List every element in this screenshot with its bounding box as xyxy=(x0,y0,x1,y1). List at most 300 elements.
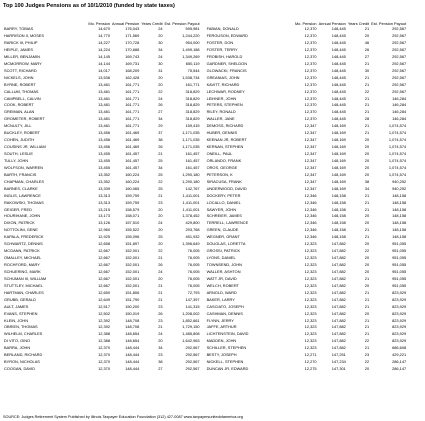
table-row xyxy=(206,331,408,338)
mo-pension-cell: 12,370 xyxy=(304,33,317,39)
est-pension-payout-cell: 1,074,574 xyxy=(388,157,407,163)
years-credit-cell: 20 xyxy=(158,74,163,80)
table-row xyxy=(206,158,408,165)
years-credit-cell: 23 xyxy=(158,303,163,309)
header-mo-pension: Mo. Pension xyxy=(294,20,317,26)
est-pension-payout-cell: 142,767 xyxy=(185,185,200,191)
est-pension-payout-cell: 148,158 xyxy=(392,206,407,212)
annual-pension-cell: 157,510 xyxy=(125,220,140,226)
years-credit-cell: 46 xyxy=(364,40,370,46)
table-row xyxy=(3,33,201,40)
annual-pension-cell: 148,708 xyxy=(125,317,140,323)
years-credit-cell: 34 xyxy=(158,164,163,170)
judge-name-cell: GREANIAS, JOHN xyxy=(206,74,240,80)
years-credit-cell: 21 xyxy=(364,289,370,295)
header-annual-pension: Annual Pension xyxy=(112,20,140,26)
est-pension-payout-cell: 161,771 xyxy=(185,81,200,87)
annual-pension-cell: 148,444 xyxy=(125,352,140,358)
judge-name-cell: WATT JR, DAVID xyxy=(206,275,237,281)
judge-name-cell: LOCALLO, DANIEL xyxy=(206,199,241,205)
table-row xyxy=(206,206,408,213)
mo-pension-cell: 12,347 xyxy=(304,123,317,129)
annual-pension-cell: 151,790 xyxy=(125,296,140,302)
years-credit-cell: 21 xyxy=(364,130,370,136)
years-credit-cell: 34 xyxy=(158,345,163,351)
mo-pension-cell: 13,456 xyxy=(98,130,110,136)
judge-name-cell: SCHILLER, STEPHEN xyxy=(206,345,247,351)
table-row xyxy=(3,213,201,220)
years-credit-cell: 22 xyxy=(158,248,163,254)
table-row xyxy=(206,241,408,248)
annual-pension-cell: 147,882 xyxy=(331,324,346,330)
annual-pension-cell: 151,897 xyxy=(125,241,140,247)
mo-pension-cell: 12,346 xyxy=(304,220,317,226)
table-row xyxy=(206,172,408,179)
table-row xyxy=(3,255,201,262)
years-credit-cell: 26 xyxy=(158,144,163,150)
est-pension-payout-cell: 148,158 xyxy=(392,192,407,198)
mo-pension-cell: 12,392 xyxy=(98,317,110,323)
table-row xyxy=(3,345,201,352)
years-credit-cell: 20 xyxy=(364,137,370,143)
est-pension-payout-cell: 1,349,269 xyxy=(182,53,200,59)
table-row xyxy=(3,269,201,276)
judge-name-cell: BERLAND, RICHARD xyxy=(4,352,43,358)
years-credit-cell: 26 xyxy=(158,262,163,268)
judge-name-cell: NICKELS, JOHN xyxy=(4,74,34,80)
judge-name-cell: RAKOWSKI, THOMAS xyxy=(4,199,44,205)
annual-pension-cell: 161,469 xyxy=(125,137,140,143)
annual-pension-cell: 148,169 xyxy=(331,157,346,163)
mo-pension-cell: 13,481 xyxy=(98,81,110,87)
judge-name-cell: SAWYER, JOHN xyxy=(206,206,237,212)
mo-pension-cell: 12,388 xyxy=(98,331,110,337)
annual-pension-cell: 160,224 xyxy=(125,171,140,177)
table-row xyxy=(3,276,201,283)
table-row xyxy=(206,102,408,109)
annual-pension-cell: 148,169 xyxy=(331,144,346,150)
judge-name-cell: BARTH, FRANCIS xyxy=(4,171,37,177)
mo-pension-cell: 12,346 xyxy=(304,192,317,198)
years-credit-cell: 24 xyxy=(158,53,163,59)
mo-pension-cell: 12,667 xyxy=(98,255,110,261)
est-pension-payout-cell: 951,055 xyxy=(392,268,407,274)
est-pension-payout-cell: 76,005 xyxy=(187,255,200,261)
mo-pension-cell: 14,144 xyxy=(98,60,110,66)
years-credit-cell: 21 xyxy=(364,102,370,108)
table-row xyxy=(206,186,408,193)
est-pension-payout-cell: 292,567 xyxy=(392,33,407,39)
mo-pension-cell: 14,227 xyxy=(98,40,110,46)
table-row xyxy=(206,40,408,47)
table-row xyxy=(206,345,408,352)
judge-name-cell: EVANS, STEPHEN xyxy=(4,310,38,316)
mo-pension-cell: 12,323 xyxy=(304,303,317,309)
mo-pension-cell: 13,455 xyxy=(98,151,110,157)
mo-pension-cell: 13,481 xyxy=(98,95,110,101)
table-row xyxy=(3,130,201,137)
mo-pension-cell: 12,650 xyxy=(98,289,110,295)
table-row xyxy=(206,366,408,373)
years-credit-cell: 21 xyxy=(364,324,370,330)
judge-name-cell: DIXON, PATRICK xyxy=(4,220,35,226)
annual-pension-cell: 147,882 xyxy=(331,331,346,337)
table-row xyxy=(3,220,201,227)
table-row xyxy=(3,88,201,95)
est-pension-payout-cell: 451,932 xyxy=(185,234,200,240)
mo-pension-cell: 12,346 xyxy=(304,199,317,205)
table-row xyxy=(206,82,408,89)
table-row xyxy=(3,137,201,144)
judge-name-cell: FOSTER, TERRY xyxy=(206,46,238,52)
judge-name-cell: CASCIATO, JOSEPH xyxy=(206,303,244,309)
mo-pension-cell: 12,370 xyxy=(98,352,110,358)
years-credit-cell: 20 xyxy=(364,262,370,268)
est-pension-payout-cell: 1,074,574 xyxy=(388,151,407,157)
annual-pension-cell: 170,688 xyxy=(125,46,140,52)
years-credit-cell: 21 xyxy=(364,81,370,87)
table-row xyxy=(206,109,408,116)
judge-name-cell: SCHUERING, MARK xyxy=(4,268,41,274)
est-pension-payout-cell: 161,457 xyxy=(185,151,200,157)
est-pension-payout-cell: 1,290,180 xyxy=(182,171,200,177)
table-row xyxy=(206,75,408,82)
est-pension-payout-cell: 148,158 xyxy=(392,199,407,205)
table-row xyxy=(3,54,201,61)
table-row xyxy=(206,283,408,290)
est-pension-payout-cell: 148,158 xyxy=(392,234,407,240)
judge-name-cell: BAKER, LARRY xyxy=(206,296,235,302)
annual-pension-cell: 155,096 xyxy=(125,234,140,240)
est-pension-payout-cell: 75,544 xyxy=(187,67,200,73)
header-years-credit: Years Credit xyxy=(141,20,163,26)
years-credit-cell: 20 xyxy=(364,241,370,247)
mo-pension-cell: 12,370 xyxy=(304,46,317,52)
annual-pension-cell: 148,708 xyxy=(125,324,140,330)
table-row xyxy=(206,54,408,61)
mo-pension-cell: 13,481 xyxy=(98,102,110,108)
judge-name-cell: BARNES, CLARKE xyxy=(4,185,38,191)
annual-pension-cell: 147,882 xyxy=(331,282,346,288)
mo-pension-cell: 12,649 xyxy=(98,296,110,302)
judge-name-cell: BYRON, NICHOLAS xyxy=(4,359,40,365)
est-pension-payout-cell: 147,397 xyxy=(185,296,200,302)
years-credit-cell: 20 xyxy=(158,338,163,344)
judge-name-cell: WILHELM, CHARLES xyxy=(4,331,43,337)
annual-pension-cell: 147,301 xyxy=(331,366,346,372)
est-pension-payout-cell: 595,981 xyxy=(185,26,200,32)
mo-pension-cell: 12,347 xyxy=(304,164,317,170)
table-row xyxy=(206,297,408,304)
table-row xyxy=(206,130,408,137)
annual-pension-cell: 147,882 xyxy=(331,296,346,302)
judge-name-cell: WOLFSON, WARREN xyxy=(4,164,43,170)
table-row xyxy=(206,33,408,40)
judge-name-cell: MCGANN, PATRICK xyxy=(4,248,40,254)
years-credit-cell: 21 xyxy=(364,234,370,240)
annual-pension-cell: 148,158 xyxy=(331,192,346,198)
est-pension-payout-cell: 940,252 xyxy=(392,185,407,191)
years-credit-cell: 21 xyxy=(364,60,370,66)
table-row xyxy=(3,199,201,206)
est-pension-payout-cell: 318,829 xyxy=(185,102,200,108)
judge-name-cell: HOURIHANE, JOHN xyxy=(4,213,41,219)
annual-pension-cell: 148,158 xyxy=(331,206,346,212)
annual-pension-cell: 147,882 xyxy=(331,262,346,268)
judge-name-cell: WALLER, JANE xyxy=(206,116,235,122)
years-credit-cell: 24 xyxy=(158,26,163,32)
judge-name-cell: GREIMAN, ALAN xyxy=(4,109,35,115)
years-credit-cell: 22 xyxy=(158,88,163,94)
judge-name-cell: KAPALA, FREDERICK xyxy=(4,234,44,240)
est-pension-payout-cell: 1,074,574 xyxy=(388,144,407,150)
mo-pension-cell: 12,323 xyxy=(304,289,317,295)
est-pension-payout-cell: 823,929 xyxy=(392,317,407,323)
table-row xyxy=(3,40,201,47)
est-pension-payout-cell: 823,929 xyxy=(392,331,407,337)
table-row xyxy=(3,116,201,123)
est-pension-payout-cell: 146,284 xyxy=(392,116,407,122)
table-row xyxy=(3,248,201,255)
judge-name-cell: INGLIS, LAWRENCE xyxy=(4,192,41,198)
mo-pension-cell: 12,667 xyxy=(98,268,110,274)
annual-pension-cell: 160,224 xyxy=(125,178,140,184)
judge-name-cell: MCNULTY, JILL xyxy=(4,123,32,129)
annual-pension-cell: 161,457 xyxy=(125,157,140,163)
judge-name-cell: SOUTH, LESLIE xyxy=(4,151,33,157)
table-row xyxy=(206,310,408,317)
table-row xyxy=(3,61,201,68)
judge-name-cell: RARICK III, PHILIP xyxy=(4,40,38,46)
judge-name-cell: GROSSI, PATRICK xyxy=(206,248,241,254)
est-pension-payout-cell: 1,074,574 xyxy=(388,137,407,143)
table-row xyxy=(206,116,408,123)
est-pension-payout-cell: 686,608 xyxy=(392,345,407,351)
mo-pension-cell: 12,347 xyxy=(304,144,317,150)
annual-pension-cell: 170,728 xyxy=(125,40,140,46)
annual-pension-cell: 148,444 xyxy=(125,366,140,372)
years-credit-cell: 20 xyxy=(364,151,370,157)
judge-name-cell: DI VITO, GINO xyxy=(4,338,31,344)
table-row xyxy=(3,206,201,213)
mo-pension-cell: 12,370 xyxy=(304,67,317,73)
years-credit-cell: 24 xyxy=(158,331,163,337)
est-pension-payout-cell: 292,567 xyxy=(185,359,200,365)
table-row xyxy=(3,310,201,317)
annual-pension-cell: 152,001 xyxy=(125,255,140,261)
judge-name-cell: SCOTT, RICHARD xyxy=(4,67,37,73)
years-credit-cell: 22 xyxy=(364,88,370,94)
judge-name-cell: COHEN, JUDITH xyxy=(4,137,35,143)
annual-pension-cell: 150,019 xyxy=(125,310,140,316)
years-credit-cell: 38 xyxy=(158,137,163,143)
annual-pension-cell: 148,158 xyxy=(331,213,346,219)
judge-name-cell: HUBER, DENNIS xyxy=(206,130,238,136)
annual-pension-cell: 147,882 xyxy=(331,338,346,344)
est-pension-payout-cell: 76,005 xyxy=(187,248,200,254)
table-row xyxy=(206,276,408,283)
table-row xyxy=(3,75,201,82)
annual-pension-cell: 152,001 xyxy=(125,268,140,274)
years-credit-cell: 20 xyxy=(364,366,370,372)
table-row xyxy=(3,359,201,366)
mo-pension-cell: 14,145 xyxy=(98,53,110,59)
header-est-pension-payout: Est. Pension Payout xyxy=(164,20,200,26)
tables-container xyxy=(3,13,422,373)
mo-pension-cell: 12,960 xyxy=(98,227,110,233)
mo-pension-cell: 12,323 xyxy=(304,275,317,281)
judge-name-cell: ARNOLD, WARD xyxy=(206,289,237,295)
annual-pension-cell: 169,731 xyxy=(125,60,140,66)
annual-pension-cell: 161,469 xyxy=(125,144,140,150)
mo-pension-cell: 12,370 xyxy=(304,109,317,115)
est-pension-payout-cell: 161,457 xyxy=(185,164,200,170)
table-row xyxy=(206,220,408,227)
judge-name-cell: DEMOSS, RICHARD xyxy=(206,123,244,129)
years-credit-cell: 30 xyxy=(158,40,163,46)
years-credit-cell: 27 xyxy=(158,366,163,372)
years-credit-cell: 26 xyxy=(158,102,163,108)
judge-name-cell: PETERS, STEPHEN xyxy=(206,102,243,108)
mo-pension-cell: 12,347 xyxy=(304,137,317,143)
table-row xyxy=(3,158,201,165)
years-credit-cell: 27 xyxy=(364,53,370,59)
table-row xyxy=(3,241,201,248)
est-pension-payout-cell: 293,768 xyxy=(185,227,200,233)
est-pension-payout-cell: 823,929 xyxy=(392,303,407,309)
annual-pension-cell: 147,882 xyxy=(331,241,346,247)
years-credit-cell: 23 xyxy=(158,352,163,358)
annual-pension-cell: 148,444 xyxy=(125,359,140,365)
judge-name-cell: WELCH, ROBERT xyxy=(206,282,239,288)
table-row xyxy=(206,193,408,200)
table-row xyxy=(206,179,408,186)
table-row xyxy=(206,26,408,33)
mo-pension-cell: 12,323 xyxy=(304,248,317,254)
years-credit-cell: 20 xyxy=(364,164,370,170)
annual-pension-cell: 158,579 xyxy=(125,206,140,212)
years-credit-cell: 21 xyxy=(364,345,370,351)
annual-pension-cell: 161,771 xyxy=(125,123,140,129)
est-pension-payout-cell: 1,538,734 xyxy=(182,74,200,80)
est-pension-payout-cell: 1,411,001 xyxy=(182,199,200,205)
years-credit-cell: 20 xyxy=(364,255,370,261)
annual-pension-cell: 161,771 xyxy=(125,102,140,108)
mo-pension-cell: 12,323 xyxy=(304,282,317,288)
annual-pension-cell: 176,043 xyxy=(125,26,140,32)
years-credit-cell: 21 xyxy=(364,123,370,129)
mo-pension-cell: 12,346 xyxy=(304,234,317,240)
mo-pension-cell: 12,370 xyxy=(304,40,317,46)
est-pension-payout-cell: 1,499,188 xyxy=(182,46,200,52)
years-credit-cell: 31 xyxy=(158,67,163,73)
est-pension-payout-cell: 76,005 xyxy=(187,268,200,274)
table-row xyxy=(206,88,408,95)
mo-pension-cell: 14,224 xyxy=(98,46,110,52)
mo-pension-cell: 12,346 xyxy=(304,206,317,212)
judge-name-cell: LEIHNER, JOHN xyxy=(206,95,237,101)
mo-pension-cell: 12,323 xyxy=(304,310,317,316)
table-row xyxy=(206,61,408,68)
judge-name-cell: CALLUM, THOMAS xyxy=(4,88,39,94)
table-row xyxy=(3,193,201,200)
table-row xyxy=(3,144,201,151)
mo-pension-cell: 12,370 xyxy=(98,366,110,372)
years-credit-cell: 20 xyxy=(158,33,163,39)
mo-pension-cell: 14,017 xyxy=(98,67,110,73)
mo-pension-cell: 12,275 xyxy=(304,366,317,372)
est-pension-payout-cell: 1,074,574 xyxy=(388,130,407,136)
table-row xyxy=(3,179,201,186)
judge-name-cell: ROCHFORD, MARY xyxy=(4,262,40,268)
mo-pension-cell: 12,388 xyxy=(98,338,110,344)
judge-name-cell: MILLER, BENJAMIN xyxy=(4,53,40,59)
est-pension-payout-cell: 1,290,180 xyxy=(182,178,200,184)
years-credit-cell: 38 xyxy=(158,359,163,365)
judge-name-cell: GREEN, CLAUDE xyxy=(206,227,239,233)
mo-pension-cell: 12,346 xyxy=(304,213,317,219)
years-credit-cell: 21 xyxy=(364,227,370,233)
annual-pension-cell: 147,882 xyxy=(331,317,346,323)
table-row xyxy=(206,123,408,130)
table-row xyxy=(206,255,408,262)
table-row xyxy=(3,102,201,109)
mo-pension-cell: 12,370 xyxy=(304,95,317,101)
est-pension-payout-cell: 76,005 xyxy=(187,275,200,281)
mo-pension-cell: 12,323 xyxy=(304,255,317,261)
mo-pension-cell: 13,339 xyxy=(98,185,110,191)
table-row xyxy=(3,186,201,193)
est-pension-payout-cell: 292,567 xyxy=(392,40,407,46)
annual-pension-cell: 147,882 xyxy=(331,248,346,254)
annual-pension-cell: 148,445 xyxy=(331,81,346,87)
judge-name-cell: NICKELL, STEPHEN xyxy=(206,359,244,365)
years-credit-cell: 23 xyxy=(364,352,370,358)
table-row xyxy=(3,227,201,234)
annual-pension-cell: 148,169 xyxy=(331,164,346,170)
left-table-body xyxy=(3,26,201,373)
years-credit-cell: 30 xyxy=(158,60,163,66)
years-credit-cell: 21 xyxy=(158,324,163,330)
mo-pension-cell: 12,323 xyxy=(304,331,317,337)
mo-pension-cell: 12,347 xyxy=(304,185,317,191)
mo-pension-cell: 13,536 xyxy=(98,74,110,80)
header-annual-pension: Annual Pension xyxy=(318,20,346,26)
est-pension-payout-cell: 292,567 xyxy=(392,74,407,80)
annual-pension-cell: 147,882 xyxy=(331,289,346,295)
judge-name-cell: NOTTOLINI, GENE xyxy=(4,227,38,233)
judge-name-cell: DUNCAN JR, EDWARD xyxy=(206,366,249,372)
years-credit-cell: 20 xyxy=(158,241,163,247)
judge-name-cell: COUSINS JR, WILLIAM xyxy=(4,144,46,150)
years-credit-cell: 23 xyxy=(158,317,163,323)
mo-pension-cell: 12,667 xyxy=(98,275,110,281)
annual-pension-cell: 169,743 xyxy=(125,53,140,59)
annual-pension-cell: 148,169 xyxy=(331,171,346,177)
years-credit-cell: 21 xyxy=(364,303,370,309)
judge-name-cell: ONEILL, PAUL xyxy=(206,151,233,157)
right-pension-table xyxy=(206,13,408,373)
judge-name-cell: BYRNE, ROBERT xyxy=(4,81,36,87)
judge-name-cell: GLOWACKI, FRANCIS xyxy=(206,67,247,73)
table-row xyxy=(206,199,408,206)
judge-name-cell: TERRELL, LAWRENCE xyxy=(206,220,249,226)
annual-pension-cell: 152,001 xyxy=(125,248,140,254)
years-credit-cell: 21 xyxy=(364,95,370,101)
annual-pension-cell: 148,445 xyxy=(331,74,346,80)
header-name xyxy=(3,13,85,26)
table-row xyxy=(206,324,408,331)
